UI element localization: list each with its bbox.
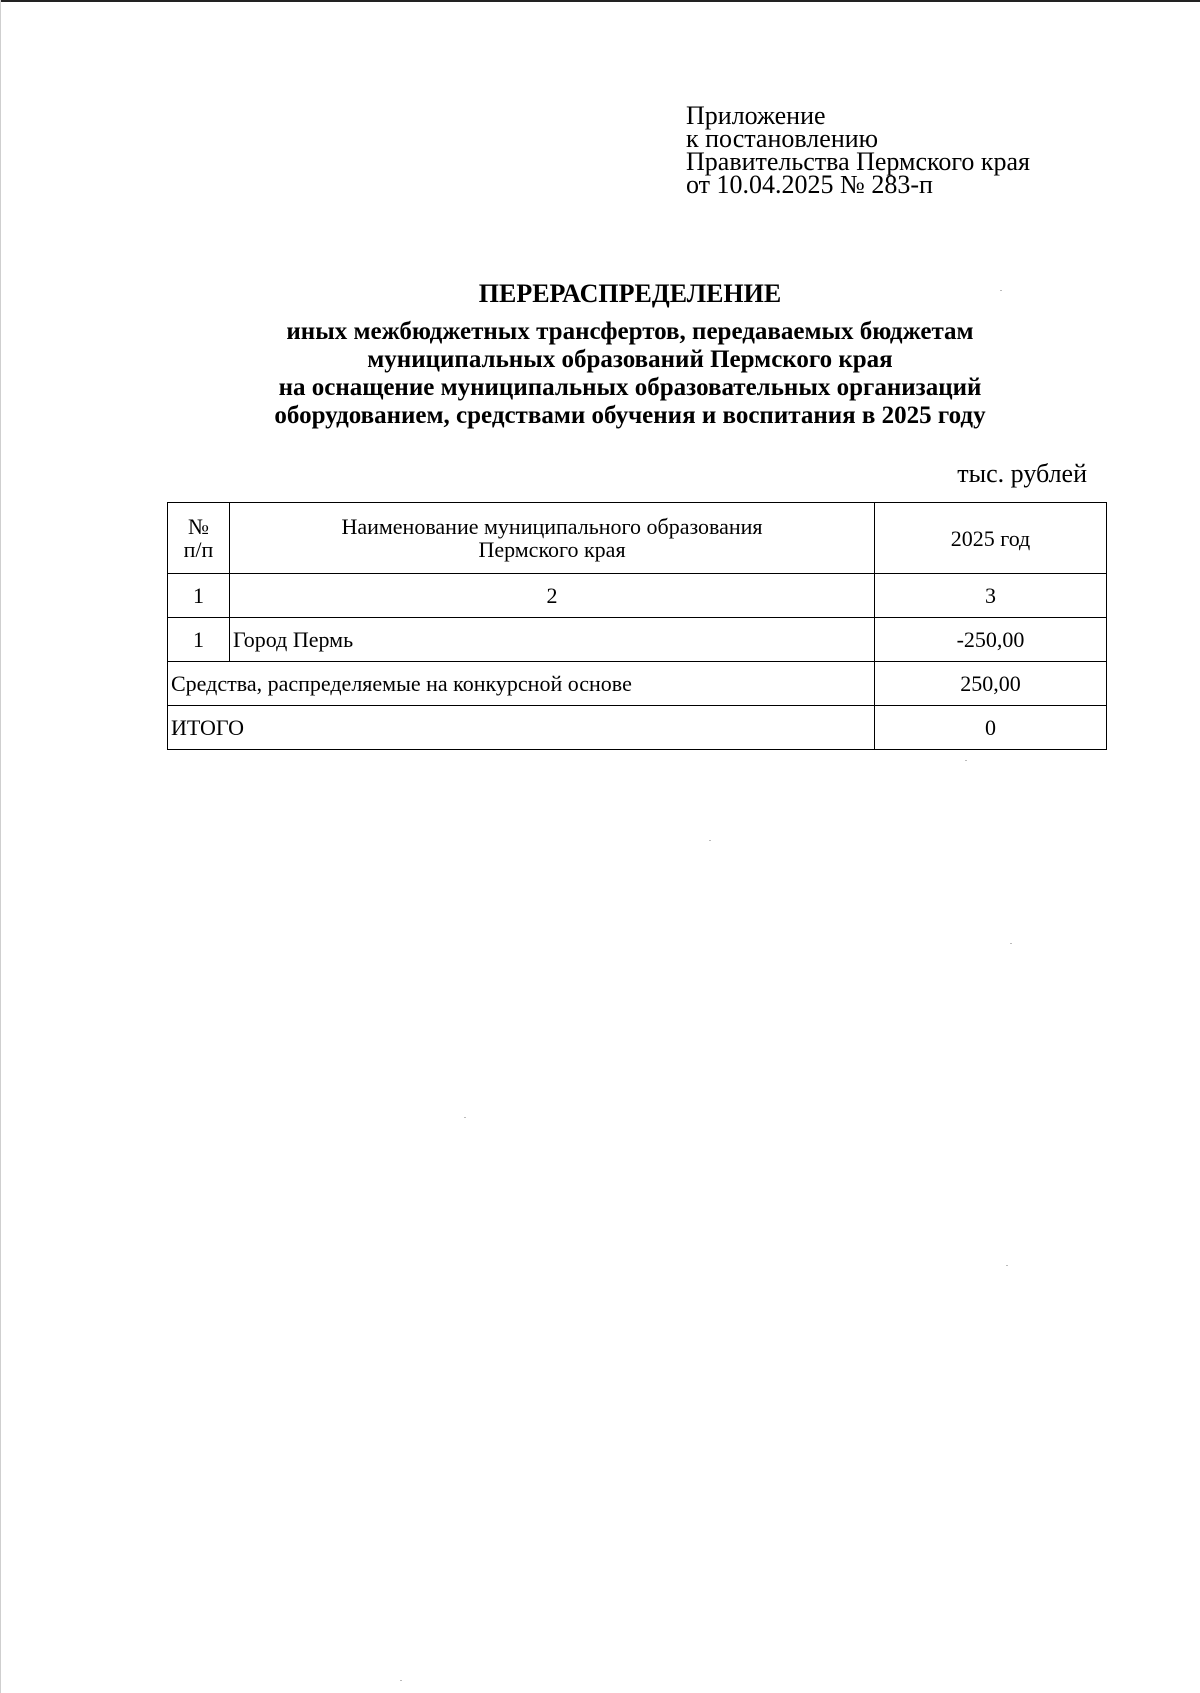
header-year: 2025 год xyxy=(875,503,1107,574)
document-subtitle xyxy=(0,318,1200,430)
subtitle-line-3: на оснащение муниципальных образовательных организаций xyxy=(278,374,982,401)
scan-speck xyxy=(464,1117,466,1118)
row-municipality-name: Город Пермь xyxy=(230,618,875,662)
scan-speck xyxy=(1010,943,1012,944)
scan-speck xyxy=(1000,290,1002,291)
column-number-1: 1 xyxy=(168,574,230,618)
scan-speck xyxy=(400,1680,402,1681)
header-name-line-2: Пермского края xyxy=(478,537,626,562)
annex-reference xyxy=(686,101,1030,199)
competitive-funds-row xyxy=(168,662,1107,706)
annex-line-2: к постановлению xyxy=(686,124,879,153)
scan-speck xyxy=(965,760,967,761)
row-value: -250,00 xyxy=(875,618,1107,662)
total-label: ИТОГО xyxy=(168,706,875,750)
column-number-3: 3 xyxy=(875,574,1107,618)
total-value: 0 xyxy=(875,706,1107,750)
units-label: тыс. рублей xyxy=(957,459,1087,488)
column-number-2: 2 xyxy=(230,574,875,618)
document-title: ПЕРЕРАСПРЕДЕЛЕНИЕ xyxy=(478,279,782,308)
header-name-line-1: Наименование муниципального образования xyxy=(341,514,763,539)
table-header-row xyxy=(168,503,1107,574)
header-number-line-1: № xyxy=(188,514,209,539)
annex-line-3: Правительства Пермского края xyxy=(686,147,1030,176)
subtitle-line-1: иных межбюджетных трансфертов, передаваемых бюджетам xyxy=(286,318,974,345)
competitive-funds-label: Средства, распределяемые на конкурсной основе xyxy=(168,662,875,706)
scan-speck xyxy=(1006,1265,1008,1266)
header-name xyxy=(230,503,875,574)
scan-speck xyxy=(709,840,711,841)
total-row xyxy=(168,706,1107,750)
scan-top-edge xyxy=(0,0,1200,2)
scan-left-edge xyxy=(0,0,1,1693)
column-number-row xyxy=(168,574,1107,618)
annex-line-4: от 10.04.2025 № 283-п xyxy=(686,170,933,199)
table-row xyxy=(168,618,1107,662)
row-number: 1 xyxy=(168,618,230,662)
subtitle-line-2: муниципальных образований Пермского края xyxy=(367,346,893,373)
redistribution-table xyxy=(167,502,1107,750)
header-number-line-2: п/п xyxy=(183,537,214,562)
annex-line-1: Приложение xyxy=(686,101,826,130)
subtitle-line-4: оборудованием, средствами обучения и воспитания в 2025 году xyxy=(274,402,986,429)
competitive-funds-value: 250,00 xyxy=(875,662,1107,706)
header-number xyxy=(168,503,230,574)
